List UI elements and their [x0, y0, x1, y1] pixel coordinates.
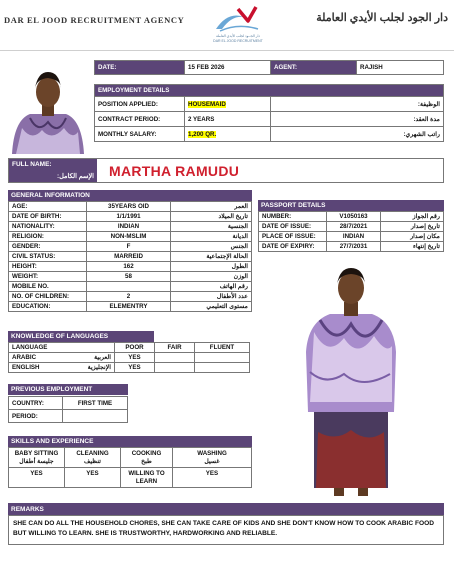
- contract-value: 2 YEARS: [185, 112, 271, 127]
- cooking-value: WILLING TO LEARN: [121, 468, 173, 488]
- age-value: 35YEARS OlD: [87, 202, 171, 212]
- skill-baby-sitting: [9, 448, 65, 468]
- education-label: EDUCATION:: [9, 302, 87, 312]
- religion-label: RELIGION:: [9, 232, 87, 242]
- remarks-title: REMARKS: [8, 503, 444, 515]
- weight-label-ar: الوزن: [171, 272, 252, 282]
- english-poor: YES: [115, 363, 155, 373]
- nationality-value: INDIAN: [87, 222, 171, 232]
- issue-place-label-ar: مكان إصدار: [381, 232, 444, 242]
- expiry-date-value: 27/7/2031: [327, 242, 381, 252]
- country-label: COUNTRY:: [9, 397, 63, 410]
- general-info-table: [8, 201, 252, 312]
- mobile-label-ar: رقم الهاتف: [171, 282, 252, 292]
- religion-label-ar: الديانة: [171, 232, 252, 242]
- issue-place-value: INDIAN: [327, 232, 381, 242]
- full-name-label-en: FULL NAME:: [12, 161, 52, 168]
- issue-date-label-ar: تاريخ إصدار: [381, 222, 444, 232]
- english-fair: [155, 363, 195, 373]
- agent-label: AGENT:: [271, 61, 357, 75]
- header-divider: [0, 50, 454, 51]
- skills-table: [8, 447, 252, 488]
- children-label: NO. OF CHILDREN:: [9, 292, 87, 302]
- gender-label: GENDER:: [9, 242, 87, 252]
- salary-value: 1,200 QR.: [188, 130, 217, 138]
- languages-header-language: LANGUAGE: [9, 343, 115, 353]
- skill-label: BABY SITTING: [14, 449, 59, 457]
- employment-details-title: EMPLOYMENT DETAILS: [95, 85, 444, 97]
- mobile-value: [87, 282, 171, 292]
- passport-number-label: NUMBER:: [259, 212, 327, 222]
- dob-value: 1/1/1991: [87, 212, 171, 222]
- period-value: [63, 410, 128, 423]
- position-label-ar: الوظيفة:: [271, 97, 444, 112]
- arabic-fair: [155, 353, 195, 363]
- language-name: ENGLISH: [12, 364, 40, 371]
- language-name: ARABIC: [12, 354, 37, 361]
- language-row-arabic: [9, 353, 115, 363]
- agent-value: RAJISH: [357, 61, 444, 75]
- gender-value: F: [87, 242, 171, 252]
- languages-table: [8, 342, 250, 373]
- salary-label-ar: راتب الشهري:: [271, 127, 444, 142]
- skill-label-ar: طبخ: [141, 457, 152, 465]
- arabic-poor: YES: [115, 353, 155, 363]
- civil-status-label-ar: الحالة الإجتماعية: [171, 252, 252, 262]
- logo-caption: [198, 34, 278, 43]
- position-label: POSITION APPLIED:: [95, 97, 185, 112]
- issue-place-label: PLACE OF ISSUE:: [259, 232, 327, 242]
- english-fluent: [195, 363, 250, 373]
- nationality-label: NATIONALITY:: [9, 222, 87, 232]
- gender-label-ar: الجنس: [171, 242, 252, 252]
- age-label: AGE:: [9, 202, 87, 212]
- children-value: 2: [87, 292, 171, 302]
- weight-value: 58: [87, 272, 171, 282]
- position-value: HOUSEMAID: [188, 100, 226, 108]
- cleaning-value: YES: [65, 468, 121, 488]
- skill-label-ar: جليسة أطفال: [19, 457, 54, 465]
- weight-label: WEIGHT:: [9, 272, 87, 282]
- skill-cooking: [121, 448, 173, 468]
- civil-status-value: MARREID: [87, 252, 171, 262]
- nationality-label-ar: الجنسية: [171, 222, 252, 232]
- languages-header-fluent: FLUENT: [195, 343, 250, 353]
- previous-employment-title: PREVIOUS EMPLOYMENT: [8, 384, 128, 395]
- passport-table: [258, 211, 444, 252]
- education-label-ar: مستوى التعليمي: [171, 302, 252, 312]
- agency-name-ar: دار الجود لجلب الأيدي العاملة: [316, 12, 448, 24]
- general-info-title: GENERAL INFORMATION: [8, 190, 252, 201]
- skill-label: WASHING: [197, 449, 227, 457]
- period-label: PERIOD:: [9, 410, 63, 423]
- languages-header-poor: POOR: [115, 343, 155, 353]
- arabic-fluent: [195, 353, 250, 363]
- passport-number-label-ar: رقم الجواز: [381, 212, 444, 222]
- salary-label: MONTHLY SALARY:: [95, 127, 185, 142]
- dob-label-ar: تاريخ الميلاد: [171, 212, 252, 222]
- language-name-ar: العربية: [94, 354, 111, 361]
- issue-date-label: DATE OF ISSUE:: [259, 222, 327, 232]
- contract-label-ar: مدة العقد:: [271, 112, 444, 127]
- civil-status-label: CIVIL STATUS:: [9, 252, 87, 262]
- language-name-ar: الإنجليزية: [87, 364, 111, 371]
- skill-label: CLEANING: [76, 449, 109, 457]
- dob-label: DATE OF BIRTH:: [9, 212, 87, 222]
- full-name-label: [9, 159, 97, 182]
- baby-sitting-value: YES: [9, 468, 65, 488]
- education-value: ELEMENTRY: [87, 302, 171, 312]
- candidate-photo-small: [8, 58, 88, 154]
- skills-title: SKILLS AND EXPERIENCE: [8, 436, 252, 447]
- children-label-ar: عدد الأطفال: [171, 292, 252, 302]
- country-value: FIRST TIME: [63, 397, 128, 410]
- contract-label: CONTRACT PERIOD:: [95, 112, 185, 127]
- full-name-label-ar: الإسم الكامل:: [56, 173, 94, 180]
- candidate-photo-full: [296, 262, 406, 498]
- passport-title: PASSPORT DETAILS: [258, 200, 444, 211]
- top-info-table: [94, 60, 444, 75]
- issue-date-value: 28/7/2021: [327, 222, 381, 232]
- skill-washing: [173, 448, 252, 468]
- agency-name-en: DAR EL JOOD RECRUITMENT AGENCY: [4, 15, 185, 25]
- date-label: DATE:: [95, 61, 185, 75]
- washing-value: YES: [173, 468, 252, 488]
- logo-caption-en: DAR EL JOOD RECRUITMENT: [213, 38, 263, 43]
- age-label-ar: العمر: [171, 202, 252, 212]
- date-value: 15 FEB 2026: [185, 61, 271, 75]
- passport-number-value: V1050163: [327, 212, 381, 222]
- previous-employment-table: [8, 396, 128, 423]
- expiry-date-label: DATE OF EXPIRY:: [259, 242, 327, 252]
- religion-value: NON-MSLIM: [87, 232, 171, 242]
- height-value: 162: [87, 262, 171, 272]
- employment-details-table: [94, 84, 444, 142]
- skill-label-ar: غسيل: [204, 457, 220, 465]
- logo-caption-ar: دار الجــود لجلب الأيدي العاملة: [216, 34, 260, 38]
- languages-title: KNOWLEDGE OF LANGUAGES: [8, 331, 154, 342]
- skill-label: COOKING: [131, 449, 162, 457]
- height-label-ar: الطول: [171, 262, 252, 272]
- languages-header-fair: FAIR: [155, 343, 195, 353]
- skill-label-ar: تنظيف: [84, 457, 101, 465]
- mobile-label: MOBILE NO.: [9, 282, 87, 292]
- language-row-english: [9, 363, 115, 373]
- height-label: HEIGHT:: [9, 262, 87, 272]
- full-name-value: MARTHA RAMUDU: [109, 163, 240, 179]
- remarks-text: SHE CAN DO ALL THE HOUSEHOLD CHORES, SHE CAN TAKE CARE OF KIDS AND SHE DON'T KNOW HOW TO COOK ARABIC FOOD BUT WILLING TO LEARN. SHE IS TRUSTWORTHY, HARDWORKING AND RELIABLE.: [8, 515, 444, 545]
- expiry-date-label-ar: تاريخ إنتهاء: [381, 242, 444, 252]
- skill-cleaning: [65, 448, 121, 468]
- full-name-row: [8, 158, 444, 183]
